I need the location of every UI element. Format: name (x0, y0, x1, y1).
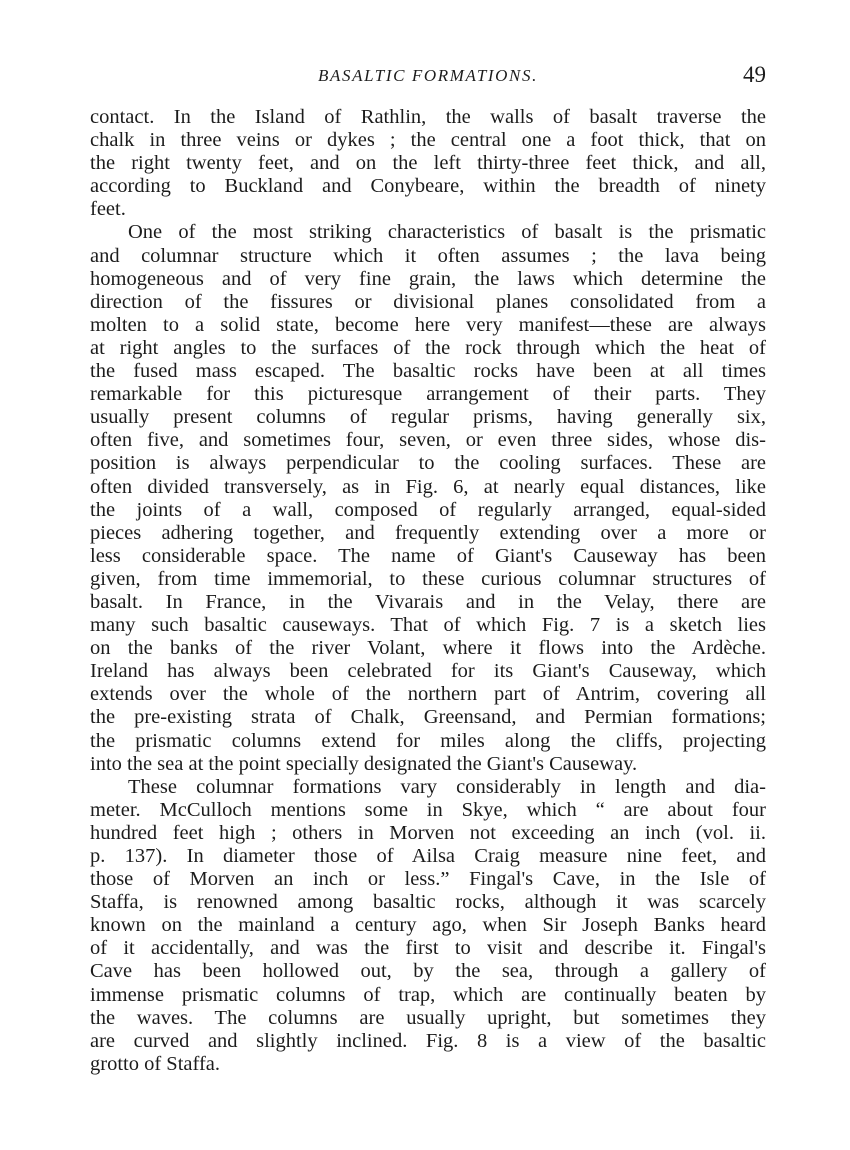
text-line: the prismatic columns extend for miles along the cliffs, projecting (90, 729, 766, 752)
text-line: Ireland has always been celebrated for its Giant's Causeway, which (90, 660, 766, 683)
text-line: These columnar formations vary considerably in length and dia- (128, 775, 766, 798)
text-line: One of the most striking characteristics of basalt is the prismatic (128, 221, 766, 244)
text-line: meter. McCulloch mentions some in Skye, which “ are about four (90, 798, 766, 821)
text-line: p. 137). In diameter those of Ailsa Craig measure nine feet, and (90, 845, 766, 867)
text-line: the pre-existing strata of Chalk, Greensand, and Permian formations; (90, 706, 766, 729)
running-title: BASALTIC FORMATIONS. (318, 66, 538, 85)
text-line: homogeneous and of very fine grain, the laws which determine the (90, 267, 766, 290)
paragraph (90, 776, 766, 1076)
text-line: of it accidentally, and was the first to visit and describe it. Fingal's (90, 937, 766, 960)
paragraph (90, 221, 766, 775)
text-line: the joints of a wall, composed of regularly arranged, equal-sided (90, 498, 766, 521)
text-line: remarkable for this picturesque arrangement of their parts. They (90, 383, 766, 406)
text-line: extends over the whole of the northern part of Antrim, covering all (90, 683, 766, 706)
text-line: Staffa, is renowned among basaltic rocks, although it was scarcely (90, 891, 766, 914)
text-line: the waves. The columns are usually upright, but sometimes they (90, 1006, 766, 1029)
text-line: feet. (90, 198, 126, 221)
text-line: less considerable space. The name of Giant's Causeway has been (90, 544, 766, 567)
text-line: often five, and sometimes four, seven, or even three sides, whose dis- (90, 429, 766, 452)
text-line: known on the mainland a century ago, when Sir Joseph Banks heard (90, 914, 766, 937)
text-line: molten to a solid state, become here very manifest—these are always (90, 313, 766, 336)
text-line: Cave has been hollowed out, by the sea, through a gallery of (90, 960, 766, 983)
text-line: direction of the fissures or divisional planes consolidated from a (90, 290, 766, 313)
text-line: usually present columns of regular prisms, having generally six, (90, 406, 766, 429)
text-line: are curved and slightly inclined. Fig. 8 is a view of the basaltic (90, 1029, 766, 1052)
text-line: into the sea at the point specially designated the Giant's Causeway. (90, 752, 638, 775)
text-line: on the banks of the river Volant, where it flows into the Ardèche. (90, 637, 766, 660)
text-line: basalt. In France, in the Vivarais and in the Velay, there are (90, 590, 766, 613)
text-line: grotto of Staffa. (90, 1052, 220, 1075)
text-line: and columnar structure which it often assumes ; the lava being (90, 244, 766, 267)
paragraph (90, 106, 766, 221)
text-line: often divided transversely, as in Fig. 6, at nearly equal distances, like (90, 475, 766, 498)
page-number: 49 (743, 62, 766, 87)
text-line: the fused mass escaped. The basaltic rocks have been at all times (90, 360, 766, 383)
text-line: contact. In the Island of Rathlin, the walls of basalt traverse the (90, 106, 766, 128)
text-line: position is always perpendicular to the cooling surfaces. These are (90, 452, 766, 475)
text-line: the right twenty feet, and on the left thirty-three feet thick, and all, (90, 152, 766, 175)
text-line: immense prismatic columns of trap, which are continually beaten by (90, 983, 766, 1006)
text-line: at right angles to the surfaces of the rock through which the heat of (90, 336, 766, 359)
text-line: many such basaltic causeways. That of which Fig. 7 is a sketch lies (90, 614, 766, 637)
text-line: hundred feet high ; others in Morven not exceeding an inch (vol. ii. (90, 821, 766, 844)
text-line: pieces adhering together, and frequently extending over a more or (90, 521, 766, 544)
text-line: according to Buckland and Conybeare, within the breadth of ninety (90, 175, 766, 198)
body-text (90, 106, 766, 1076)
text-line: chalk in three veins or dykes ; the central one a foot thick, that on (90, 129, 766, 152)
text-line: given, from time immemorial, to these curious columnar structures of (90, 567, 766, 590)
text-line: those of Morven an inch or less.” Fingal's Cave, in the Isle of (90, 868, 766, 891)
running-header (90, 62, 766, 92)
